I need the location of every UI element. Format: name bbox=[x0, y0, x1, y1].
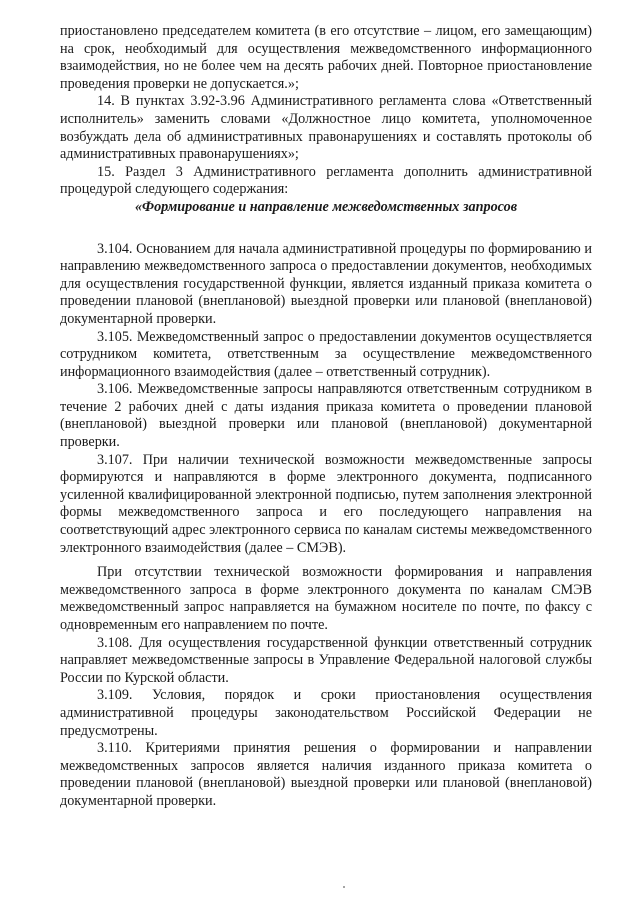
page-speck bbox=[343, 886, 345, 888]
paragraph-continuation: приостановлено председателем комитета (в его отсутствие – лицом, его замещающим) на срок, необходимый для осуществления межведомственного информационного взаимодействия, но не более чем на десять рабочих дней. Повторное приостановление проведения проверки не допускается.»; bbox=[60, 23, 592, 92]
paragraph-3-106: 3.106. Межведомственные запросы направляются ответственным сотрудником в течение 2 рабочих дней с даты издания приказа комитета о проведении плановой (внеплановой) выездной проверки или плановой (внеплановой) документарной проверки. bbox=[60, 381, 592, 451]
paragraph-3-107-continued: При отсутствии технической возможности формирования и направления межведомственного запроса в форме электронного документа по каналам СМЭВ межведомственный запрос направляется на бумажном носителе по почте, по факсу с одновременным его направлением по почте. bbox=[60, 564, 592, 633]
paragraph-item-15: 15. Раздел 3 Административного регламента дополнить административной процедурой следующего содержания: bbox=[60, 163, 592, 198]
paragraph-3-107: 3.107. При наличии технической возможности межведомственные запросы формируются и направляются в форме электронного документа, подписанного усиленной квалифицированной электронной подписью, путем заполнения электронной формы межведомственного запроса и его последующего направления на соответствующий адрес электронного сервиса по каналам системы межведомственного электронного взаимодействия (далее – СМЭВ). bbox=[60, 451, 592, 556]
paragraph-spacer bbox=[60, 557, 592, 564]
section-heading: «Формирование и направление межведомственных запросов bbox=[134, 198, 518, 215]
document-page bbox=[60, 23, 592, 811]
paragraph-3-108: 3.108. Для осуществления государственной функции ответственный сотрудник направляет межведомственные запросы в Управление Федеральной налоговой службы России по Курской области. bbox=[60, 634, 592, 686]
paragraph-3-109: 3.109. Условия, порядок и сроки приостановления осуществления административной процедуры законодательством Российской Федерации не предусмотрены. bbox=[60, 687, 592, 739]
heading-spacer bbox=[60, 217, 592, 241]
paragraph-3-105: 3.105. Межведомственный запрос о предоставлении документов осуществляется сотрудником комитета, ответственным за осуществление межведомственного информационного взаимодействия (далее – ответственный сотрудник). bbox=[60, 328, 592, 380]
paragraph-3-110: 3.110. Критериями принятия решения о формировании и направлении межведомственных запросов является наличия изданного приказа комитета о проведении плановой (внеплановой) выездной проверки или плановой (внеплановой) документарной проверки. bbox=[60, 740, 592, 809]
paragraph-item-14: 14. В пунктах 3.92-3.96 Административного регламента слова «Ответственный исполнитель» заменить словами «Должностное лицо комитета, уполномоченное возбуждать дела об административных правонарушениях и составлять протоколы об административных правонарушениях»; bbox=[60, 93, 592, 163]
paragraph-3-104: 3.104. Основанием для начала административной процедуры по формированию и направлению межведомственного запроса о предоставлении документов, необходимых для осуществления государственной функции, является изданный приказа комитета о проведении плановой (внеплановой) выездной проверки или плановой (внеплановой) документарной проверки. bbox=[60, 240, 592, 327]
